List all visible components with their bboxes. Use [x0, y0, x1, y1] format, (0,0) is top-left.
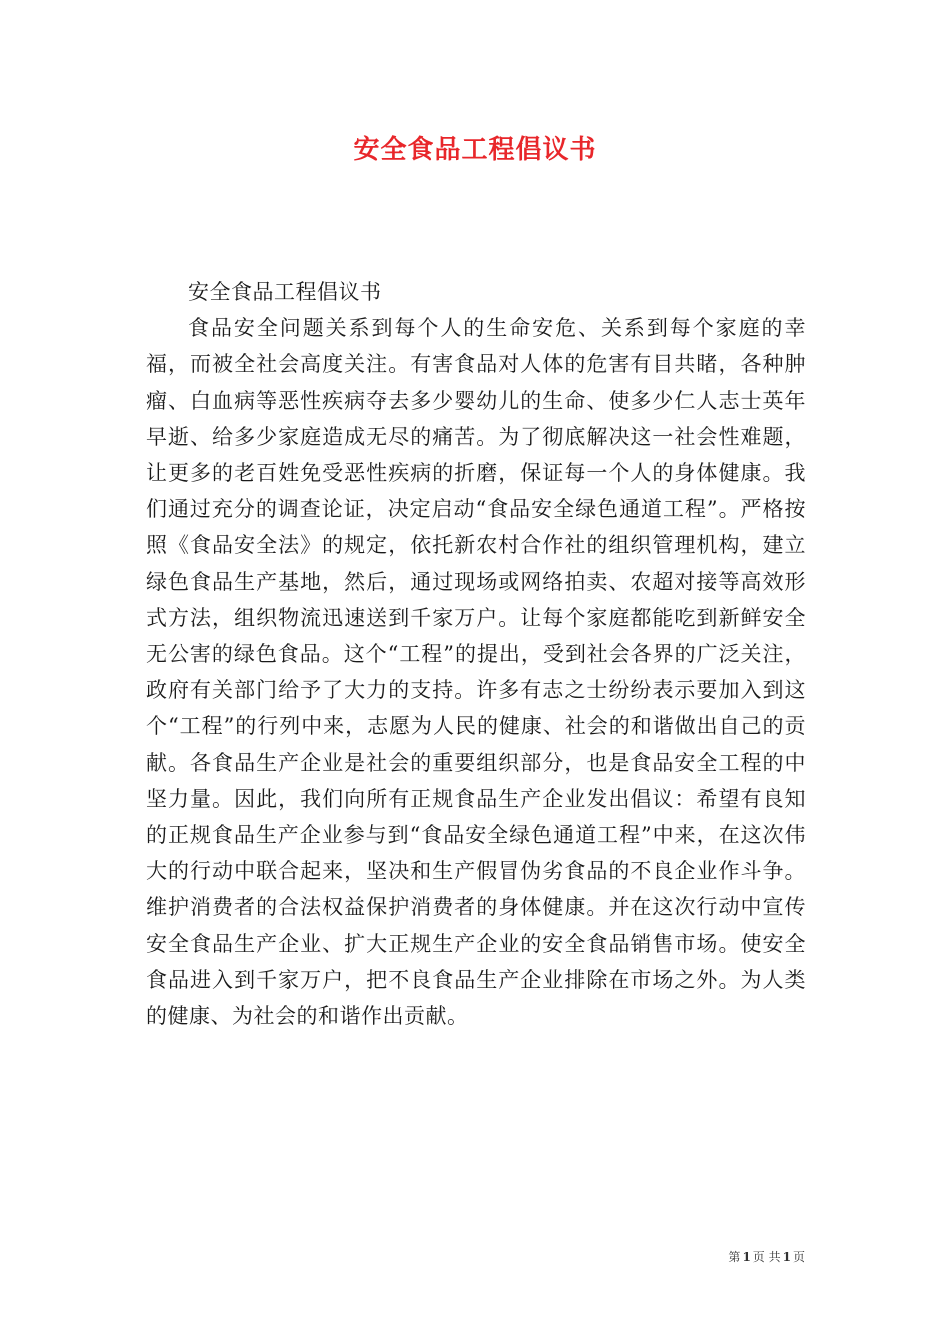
page-number-footer [728, 1249, 805, 1265]
document-body [146, 274, 806, 1034]
heading-line: 安全食品工程倡议书 [188, 280, 382, 304]
body-paragraph: 食品安全问题关系到每个人的生命安危、关系到每个家庭的幸福，而被全社会高度关注。有害食品对人体的危害有目共睹，各种肿瘤、白血病等恶性疾病夺去多少婴幼儿的生命、使多少仁人志士英年早逝、给多少家庭造成无尽的痛苦。为了彻底解决这一社会性难题，让更多的老百姓免受恶性疾病的折磨，保证每一个人的身体健康。我们通过充分的调查论证，决定启动“食品安全绿色通道工程”。严格按照《食品安全法》的规定，依托新农村合作社的组织管理机构，建立绿色食品生产基地，然后，通过现场或网络拍卖、农超对接等高效形式方法，组织物流迅速送到千家万户。让每个家庭都能吃到新鲜安全无公害的绿色食品。这个“工程”的提出，受到社会各界的广泛关注，政府有关部门给予了大力的支持。许多有志之士纷纷表示要加入到这个“工程”的行列中来，志愿为人民的健康、社会的和谐做出自己的贡献。各食品生产企业是社会的重要组织部分，也是食品安全工程的中坚力量。因此，我们向所有正规食品生产企业发出倡议：希望有良知的正规食品生产企业参与到“食品安全绿色通道工程”中来，在这次伟大的行动中联合起来，坚决和生产假冒伪劣食品的不良企业作斗争。维护消费者的合法权益保护消费者的身体健康。并在这次行动中宣传安全食品生产企业、扩大正规生产企业的安全食品销售市场。使安全食品进入到千家万户，把不良食品生产企业排除在市场之外。为人类的健康、为社会的和谐作出贡献。 [146, 316, 806, 1029]
footer-total-pages: 1 [782, 1250, 791, 1264]
footer-current-page: 1 [742, 1250, 751, 1264]
footer-suffix: 页 [792, 1250, 805, 1264]
document-title: 安全食品工程倡议书 [353, 135, 597, 165]
footer-middle: 页 共 [752, 1250, 781, 1264]
footer-prefix: 第 [728, 1250, 741, 1264]
